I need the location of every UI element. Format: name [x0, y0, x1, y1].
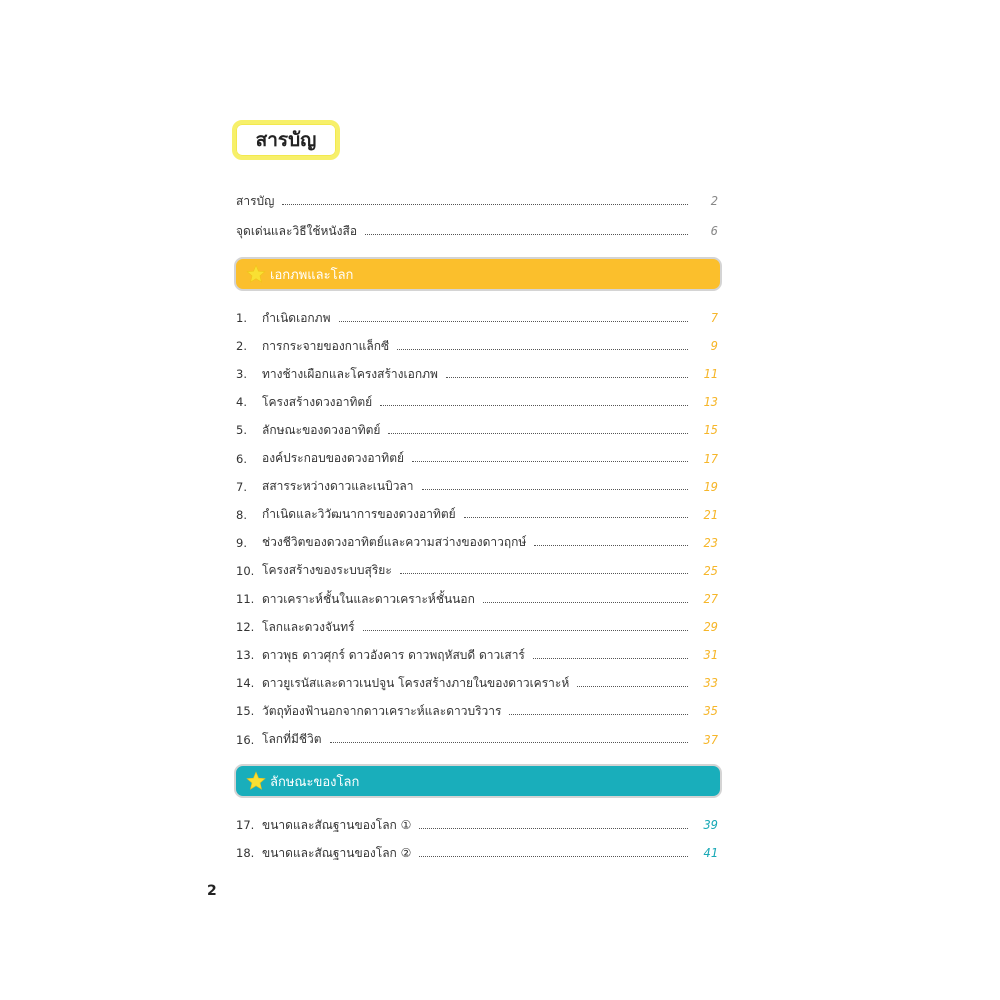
toc-entry-number: 7. [236, 479, 247, 494]
dot-leader [533, 658, 688, 659]
dot-leader [380, 405, 688, 406]
section-title: ลักษณะของโลก [270, 774, 360, 790]
toc-entry-page: 39 [703, 818, 718, 832]
toc-entry-label: ช่วงชีวิตของดวงอาทิตย์และความสว่างของดาวฤกษ์ [262, 535, 527, 550]
toc-entry-number: 3. [236, 367, 247, 382]
dot-leader [282, 204, 688, 205]
toc-entry-page: 41 [703, 846, 718, 860]
toc-entry-number: 13. [236, 648, 255, 663]
toc-entry-label: ลักษณะของดวงอาทิตย์ [262, 422, 381, 437]
toc-entry-page: 37 [703, 732, 718, 747]
dot-leader [483, 602, 688, 603]
dot-leader [397, 349, 688, 350]
toc-entry-label: วัตถุท้องฟ้านอกจากดาวเคราะห์และดาวบริวาร [262, 703, 502, 718]
dot-leader [412, 461, 688, 462]
page-title: สารบัญ [232, 120, 340, 160]
toc-entry-label: กำเนิดและวิวัฒนาการของดวงอาทิตย์ [262, 507, 456, 522]
toc-entry-number: 8. [236, 507, 247, 522]
toc-entry[interactable] [236, 221, 718, 241]
dot-leader [363, 630, 688, 631]
star-icon [246, 264, 266, 284]
toc-entry[interactable] [236, 701, 718, 721]
toc-entry-page: 19 [703, 479, 718, 494]
toc-entry[interactable] [236, 730, 718, 750]
toc-entry-page: 2 [710, 194, 718, 208]
toc-entry-label: โลกที่มีชีวิต [262, 732, 322, 746]
toc-entry-label: โลกและดวงจันทร์ [262, 619, 355, 634]
toc-entry-number: 14. [236, 676, 255, 691]
section-header [234, 764, 722, 798]
toc-entry-label: ทางช้างเผือกและโครงสร้างเอกภพ [262, 366, 438, 381]
toc-entry-label: ดาวยูเรนัสและดาวเนปจูน โครงสร้างภายในของดาวเคราะห์ [262, 675, 570, 690]
toc-entry[interactable] [236, 477, 718, 497]
toc-entry[interactable] [236, 617, 718, 637]
toc-entry-page: 23 [703, 535, 718, 550]
toc-entry-page: 25 [703, 563, 718, 578]
toc-entry-label: กำเนิดเอกภพ [262, 310, 331, 325]
toc-entry[interactable] [236, 673, 718, 693]
toc-entry[interactable] [236, 392, 718, 412]
toc-entry-page: 21 [703, 507, 718, 522]
toc-entry-number: 2. [236, 339, 247, 354]
toc-entry-page: 9 [710, 339, 718, 354]
dot-leader [330, 742, 688, 743]
toc-entry[interactable] [236, 336, 718, 356]
toc-entry-number: 5. [236, 423, 247, 438]
toc-entry[interactable] [236, 505, 718, 525]
dot-leader [509, 714, 688, 715]
toc-entry-number: 11. [236, 592, 255, 606]
dot-leader [388, 433, 688, 434]
page-number: 2 [207, 883, 217, 899]
toc-entry-page: 27 [703, 592, 718, 606]
toc-entry-page: 35 [703, 704, 718, 719]
toc-entry-number: 9. [236, 535, 247, 550]
toc-entry-number: 16. [236, 732, 255, 747]
section-header [234, 257, 722, 291]
toc-entry-number: 6. [236, 451, 247, 466]
dot-leader [577, 686, 688, 687]
toc-entry-label: สสารระหว่างดาวและเนบิวลา [262, 479, 414, 494]
dot-leader [446, 377, 688, 378]
toc-entry-page: 6 [710, 224, 718, 238]
toc-entry-page: 13 [703, 395, 718, 410]
toc-entry[interactable] [236, 191, 718, 211]
dot-leader [464, 517, 688, 518]
toc-entry-label: สารบัญ [236, 193, 275, 208]
toc-entry[interactable] [236, 589, 718, 609]
dot-leader [339, 321, 689, 322]
toc-entry-label: การกระจายของกาแล็กซี [262, 338, 390, 353]
star-icon [246, 771, 266, 791]
toc-entry-page: 29 [703, 620, 718, 635]
toc-entry-page: 15 [703, 423, 718, 438]
toc-entry-number: 4. [236, 395, 247, 410]
toc-entry-number: 15. [236, 704, 255, 719]
toc-entry-page: 31 [703, 648, 718, 663]
toc-entry-number: 18. [236, 846, 255, 860]
toc-entry-page: 11 [703, 367, 718, 382]
toc-entry-number: 10. [236, 563, 255, 578]
toc-entry[interactable] [236, 420, 718, 440]
dot-leader [419, 828, 688, 829]
toc-entry-label: ขนาดและสัณฐานของโลก ① [262, 817, 412, 832]
toc-entry-label: โครงสร้างของระบบสุริยะ [262, 563, 392, 578]
toc-entry-number: 12. [236, 620, 255, 635]
toc-entry[interactable] [236, 815, 718, 835]
toc-entry-label: ดาวพุธ ดาวศุกร์ ดาวอังคาร ดาวพฤหัสบดี ดาวเสาร์ [262, 647, 525, 662]
toc-entry[interactable] [236, 308, 718, 328]
toc-entry-page: 33 [703, 676, 718, 691]
toc-entry[interactable] [236, 843, 718, 863]
toc-entry-page: 7 [710, 311, 718, 325]
dot-leader [422, 489, 688, 490]
dot-leader [400, 573, 688, 574]
toc-entry-label: จุดเด่นและวิธีใช้หนังสือ [236, 223, 358, 238]
dot-leader [365, 234, 688, 235]
toc-entry[interactable] [236, 561, 718, 581]
toc-entry-page: 17 [703, 451, 718, 466]
toc-entry-label: ดาวเคราะห์ชั้นในและดาวเคราะห์ชั้นนอก [262, 591, 475, 606]
toc-entry-label: ขนาดและสัณฐานของโลก ② [262, 845, 412, 860]
toc-entry-label: องค์ประกอบของดวงอาทิตย์ [262, 451, 405, 465]
toc-entry[interactable] [236, 533, 718, 553]
toc-entry-number: 1. [236, 311, 247, 325]
toc-entry[interactable] [236, 364, 718, 384]
dot-leader [419, 856, 688, 857]
section-title: เอกภพและโลก [270, 267, 354, 283]
toc-entry-label: โครงสร้างดวงอาทิตย์ [262, 394, 373, 409]
toc-entry-number: 17. [236, 818, 255, 832]
toc-entry[interactable] [236, 645, 718, 665]
toc-entry[interactable] [236, 449, 718, 469]
dot-leader [534, 545, 688, 546]
